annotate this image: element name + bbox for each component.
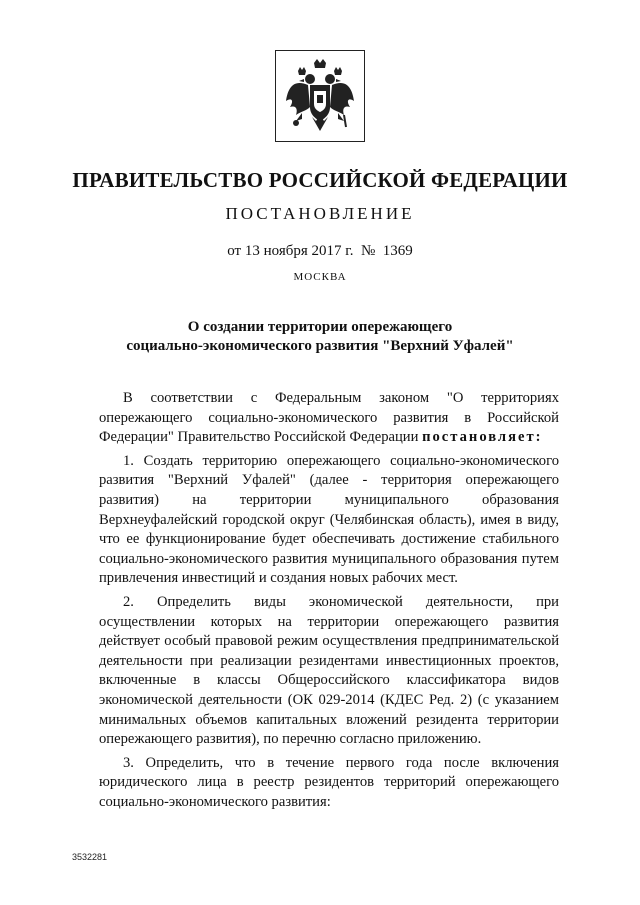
intro-verb: постановляет: [422,429,543,446]
document-number: 1369 [382,243,413,259]
russian-coat-of-arms-icon [284,57,356,135]
number-sign: № [360,243,376,259]
emblem-frame [275,50,365,142]
intro-paragraph [99,389,559,448]
paragraph-2: 2. Определить виды экономической деятельности, при осуществлении которых на территории опережающего развития действует особый правовой режим осуществления предпринимательской деятельности при реализации резидентами инвестиционных проектов, включенные в классы Общероссийского классификатора видов экономической деятельности (ОК 029-2014 (КДЕС Ред. 2) (с указанием минимальных объемов капитальных вложений резидента территории опережающего развития), по перечню согласно приложению. [99,593,559,748]
paragraph-3: 3. Определить, что в течение первого года после включения юридического лица в реестр резидентов территорий опережающего социально-экономического развития: [99,754,559,810]
document-type: ПОСТАНОВЛЕНИЕ [225,204,415,223]
government-title: ПРАВИТЕЛЬСТВО РОССИЙСКОЙ ФЕДЕРАЦИИ [72,168,568,192]
document-body [99,389,559,816]
document-subject [0,318,640,356]
document-code: 3532281 [72,852,108,862]
document-date-line [0,243,640,260]
subject-line-1: О создании территории опережающего [187,319,453,335]
subject-line-2: социально-экономического развития "Верхний Уфалей" [126,338,514,354]
document-date: от 13 ноября 2017 г. [227,243,354,259]
intro-text: В соответствии с Федеральным законом "О территориях опережающего социально-экономического развития в Российской Федерации" Правительство Российской Федерации [99,390,559,446]
document-city: МОСКВА [293,271,347,283]
paragraph-1: 1. Создать территорию опережающего социально-экономического развития "Верхний Уфалей" (далее - территория опережающего развития) на территории муниципального образования Верхнеуфалейский городской округ (Челябинская область), имея в виду, что ее функционирование будет обеспечивать достижение стабильного социально-экономического развития муниципального образования путем привлечения инвестиций и создания новых рабочих мест. [99,452,559,587]
